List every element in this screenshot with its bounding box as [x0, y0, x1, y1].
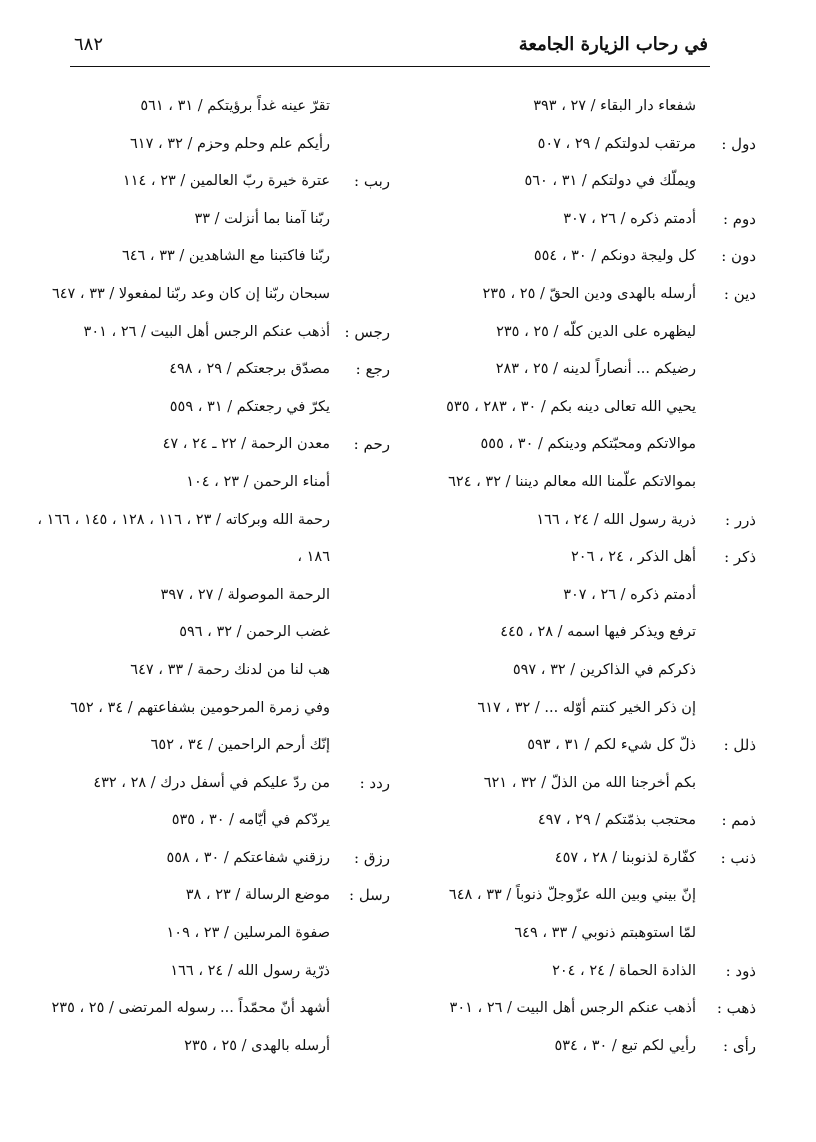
root-word: ربب :: [354, 172, 390, 191]
index-column-right: [436, 88, 756, 1065]
entry-text: موالاتكم ومحبّتكم ودينكم / ٣٠ ، ٥٥٥: [480, 436, 696, 453]
index-entry: [50, 276, 390, 314]
entry-text: يحيي الله تعالى دينه بكم / ٣٠ ، ٢٨٣ ، ٥٣٥: [446, 398, 696, 415]
entry-text: أرسله بالهدى / ٢٥ ، ٢٣٥: [184, 1037, 330, 1054]
root-word: ذمم :: [721, 811, 756, 830]
entry-text: رأيكم علم وحلم وحزم / ٣٢ ، ٦١٧: [130, 135, 330, 152]
entry-text: سبحان ربّنا إن كان وعد ربّنا لمفعولا / ٣٣ ، ٦٤٧: [51, 285, 330, 302]
entry-text: ربّنا آمنا بما أنزلت / ٣٣: [194, 210, 330, 227]
index-entry: [436, 126, 756, 164]
index-entry: [50, 201, 390, 239]
index-entry: [436, 314, 756, 352]
index-entry: [50, 163, 390, 201]
root-word: رسل :: [349, 886, 390, 905]
entry-text: موضع الرسالة / ٢٣ ، ٣٨: [185, 887, 330, 904]
entry-text: شفعاء دار البقاء / ٢٧ ، ٣٩٣: [533, 98, 696, 114]
index-entry: [436, 765, 756, 803]
entry-text: أذهب عنكم الرجس أهل البيت / ٢٦ ، ٣٠١: [449, 1000, 696, 1017]
index-entry: [50, 877, 390, 915]
index-entry: [50, 539, 390, 577]
root-word: ذلل :: [723, 736, 756, 755]
index-entry: [436, 953, 756, 991]
index-entry: [436, 276, 756, 314]
index-entry: [436, 840, 756, 878]
index-column-left: [37, 88, 390, 1065]
index-entry: [50, 1028, 390, 1066]
index-entry: [436, 464, 756, 502]
index-entry: [436, 802, 756, 840]
index-entry: [50, 765, 390, 803]
index-entry: [50, 953, 390, 991]
entry-text: وفي زمرة المرحومين بشفاعتهم / ٣٤ ، ٦٥٢: [70, 699, 330, 716]
index-entry: [50, 915, 390, 953]
index-entry: [50, 426, 390, 464]
entry-text: كفّارة لذنوبنا / ٢٨ ، ٤٥٧: [554, 849, 696, 866]
index-entry: [50, 464, 390, 502]
index-entry: [50, 389, 390, 427]
index-entry: [436, 652, 756, 690]
entry-text: أدمتم ذكره / ٢٦ ، ٣٠٧: [563, 210, 696, 227]
index-entry: [50, 727, 390, 765]
entry-text: أمناء الرحمن / ٢٣ ، ١٠٤: [186, 473, 330, 490]
entry-text: عترة خيرة ربّ العالمين / ٢٣ ، ١١٤: [122, 173, 330, 190]
index-entry: [50, 802, 390, 840]
entry-text: تقرّ عينه غداً برؤيتكم / ٣١ ، ٥٦١: [140, 98, 330, 114]
entry-text: مرتقب لدولتكم / ٢٩ ، ٥٠٧: [537, 135, 696, 152]
index-entry: [436, 727, 756, 765]
entry-text: ذكركم في الذاكرين / ٣٢ ، ٥٩٧: [512, 661, 696, 678]
entry-text: الذادة الحماة / ٢٤ ، ٢٠٤: [552, 962, 696, 979]
index-entry: [50, 88, 390, 126]
entry-text: ١٨٦ ،: [297, 549, 330, 566]
entry-text: ويملّك في دولتكم / ٣١ ، ٥٦٠: [524, 173, 696, 190]
running-title: في رحاب الزيارة الجامعة: [518, 34, 708, 55]
entry-text: ترفع ويذكر فيها اسمه / ٢٨ ، ٤٤٥: [500, 624, 696, 641]
root-word: دين :: [723, 284, 756, 303]
index-entry: [50, 351, 390, 389]
entry-text: كل وليجة دونكم / ٣٠ ، ٥٥٤: [533, 248, 696, 265]
entry-text: رأيي لكم تبع / ٣٠ ، ٥٣٤: [554, 1037, 696, 1054]
index-entry: [37, 502, 390, 540]
root-word: رزق :: [354, 848, 390, 867]
index-entry: [436, 990, 756, 1028]
index-entry: [50, 126, 390, 164]
page-number: ٦٨٢: [74, 34, 104, 55]
index-entry: [436, 389, 756, 427]
page-header: [70, 30, 710, 67]
entry-text: إنّك أرحم الراحمين / ٣٤ ، ٦٥٢: [150, 737, 330, 754]
index-entry: [50, 238, 390, 276]
entry-text: معدن الرحمة / ٢٢ ـ ٢٤ ، ٤٧: [162, 436, 330, 453]
index-entry: [50, 840, 390, 878]
index-entry: [50, 690, 390, 728]
root-word: ردد :: [359, 773, 390, 792]
entry-text: غضب الرحمن / ٣٢ ، ٥٩٦: [179, 624, 330, 641]
entry-text: صفوة المرسلين / ٢٣ ، ١٠٩: [166, 925, 330, 942]
index-entry: [436, 539, 756, 577]
root-word: ذكر :: [724, 548, 756, 567]
entry-text: إنّ بيني وبين الله عزّوجلّ ذنوباً / ٣٣ ، ٦٤٨: [448, 887, 696, 904]
index-entry: [50, 652, 390, 690]
entry-text: ربّنا فاكتبنا مع الشاهدين / ٣٣ ، ٦٤٦: [121, 248, 330, 265]
index-entry: [436, 577, 756, 615]
index-entry: [436, 502, 756, 540]
entry-text: يكرّ في رجعتكم / ٣١ ، ٥٥٩: [169, 398, 330, 415]
root-word: رجع :: [355, 360, 390, 379]
entry-text: أدمتم ذكره / ٢٦ ، ٣٠٧: [563, 586, 696, 603]
index-entry: [436, 877, 756, 915]
entry-text: ذلّ كل شيء لكم / ٣١ ، ٥٩٣: [527, 737, 696, 754]
entry-text: ليظهره على الدين كلّه / ٢٥ ، ٢٣٥: [496, 323, 696, 340]
index-entry: [50, 990, 390, 1028]
index-entry: [436, 614, 756, 652]
index-entry: [436, 426, 756, 464]
entry-text: رزقني شفاعتكم / ٣٠ ، ٥٥٨: [166, 849, 330, 866]
entry-text: محتجب بذمّتكم / ٢٩ ، ٤٩٧: [537, 812, 696, 829]
root-word: ذود :: [725, 961, 756, 980]
entry-text: إن ذكر الخير كنتم أوّله ... / ٣٢ ، ٦١٧: [477, 699, 696, 716]
entry-text: هب لنا من لدنك رحمة / ٣٣ ، ٦٤٧: [130, 661, 330, 678]
index-entry: [50, 577, 390, 615]
entry-text: أرسله بالهدى ودين الحقّ / ٢٥ ، ٢٣٥: [482, 285, 696, 302]
entry-text: بكم أخرجنا الله من الذلّ / ٣٢ ، ٦٢١: [483, 774, 696, 791]
root-word: ذرر :: [725, 510, 756, 529]
index-entry: [436, 163, 756, 201]
entry-text: لمّا استوهبتم ذنوبي / ٣٣ ، ٦٤٩: [514, 925, 696, 942]
index-entry: [436, 351, 756, 389]
index-entry: [50, 614, 390, 652]
index-entry: [436, 201, 756, 239]
root-word: دوم :: [722, 209, 756, 228]
root-word: رجس :: [344, 322, 390, 341]
entry-text: مصدّق برجعتكم / ٢٩ ، ٤٩٨: [169, 361, 330, 378]
entry-text: ذرية رسول الله / ٢٤ ، ١٦٦: [536, 511, 696, 528]
entry-text: أهل الذكر ، ٢٤ ، ٢٠٦: [571, 549, 696, 566]
index-entry: [436, 1028, 756, 1066]
root-word: رحم :: [353, 435, 390, 454]
entry-text: أذهب عنكم الرجس أهل البيت / ٢٦ ، ٣٠١: [83, 323, 330, 340]
root-word: ذهب :: [716, 999, 756, 1018]
root-word: رأى :: [723, 1036, 756, 1055]
root-word: دون :: [721, 247, 756, 266]
root-word: دول :: [721, 134, 756, 153]
entry-text: بموالاتكم علّمنا الله معالم ديننا / ٣٢ ، ٦٢٤: [448, 473, 696, 490]
index-entry: [436, 88, 756, 126]
entry-text: يردّكم في أيّامه / ٣٠ ، ٥٣٥: [171, 812, 330, 829]
root-word: ذنب :: [720, 848, 756, 867]
entry-text: من ردّ عليكم في أسفل درك / ٢٨ ، ٤٣٢: [93, 774, 330, 791]
index-entry: [436, 238, 756, 276]
index-entry: [436, 915, 756, 953]
entry-text: الرحمة الموصولة / ٢٧ ، ٣٩٧: [160, 586, 330, 603]
entry-text: رحمة الله وبركاته / ٢٣ ، ١١٦ ، ١٢٨ ، ١٤٥ ، ١٦٦ ،: [37, 511, 330, 528]
entry-text: رضيكم ... أنصاراً لدينه / ٢٥ ، ٢٨٣: [495, 361, 696, 378]
entry-text: ذرّية رسول الله / ٢٤ ، ١٦٦: [170, 962, 330, 979]
index-entry: [436, 690, 756, 728]
index-entry: [50, 314, 390, 352]
entry-text: أشهد أنّ محمّداً ... رسوله المرتضى / ٢٥ ، ٢٣٥: [51, 1000, 330, 1017]
